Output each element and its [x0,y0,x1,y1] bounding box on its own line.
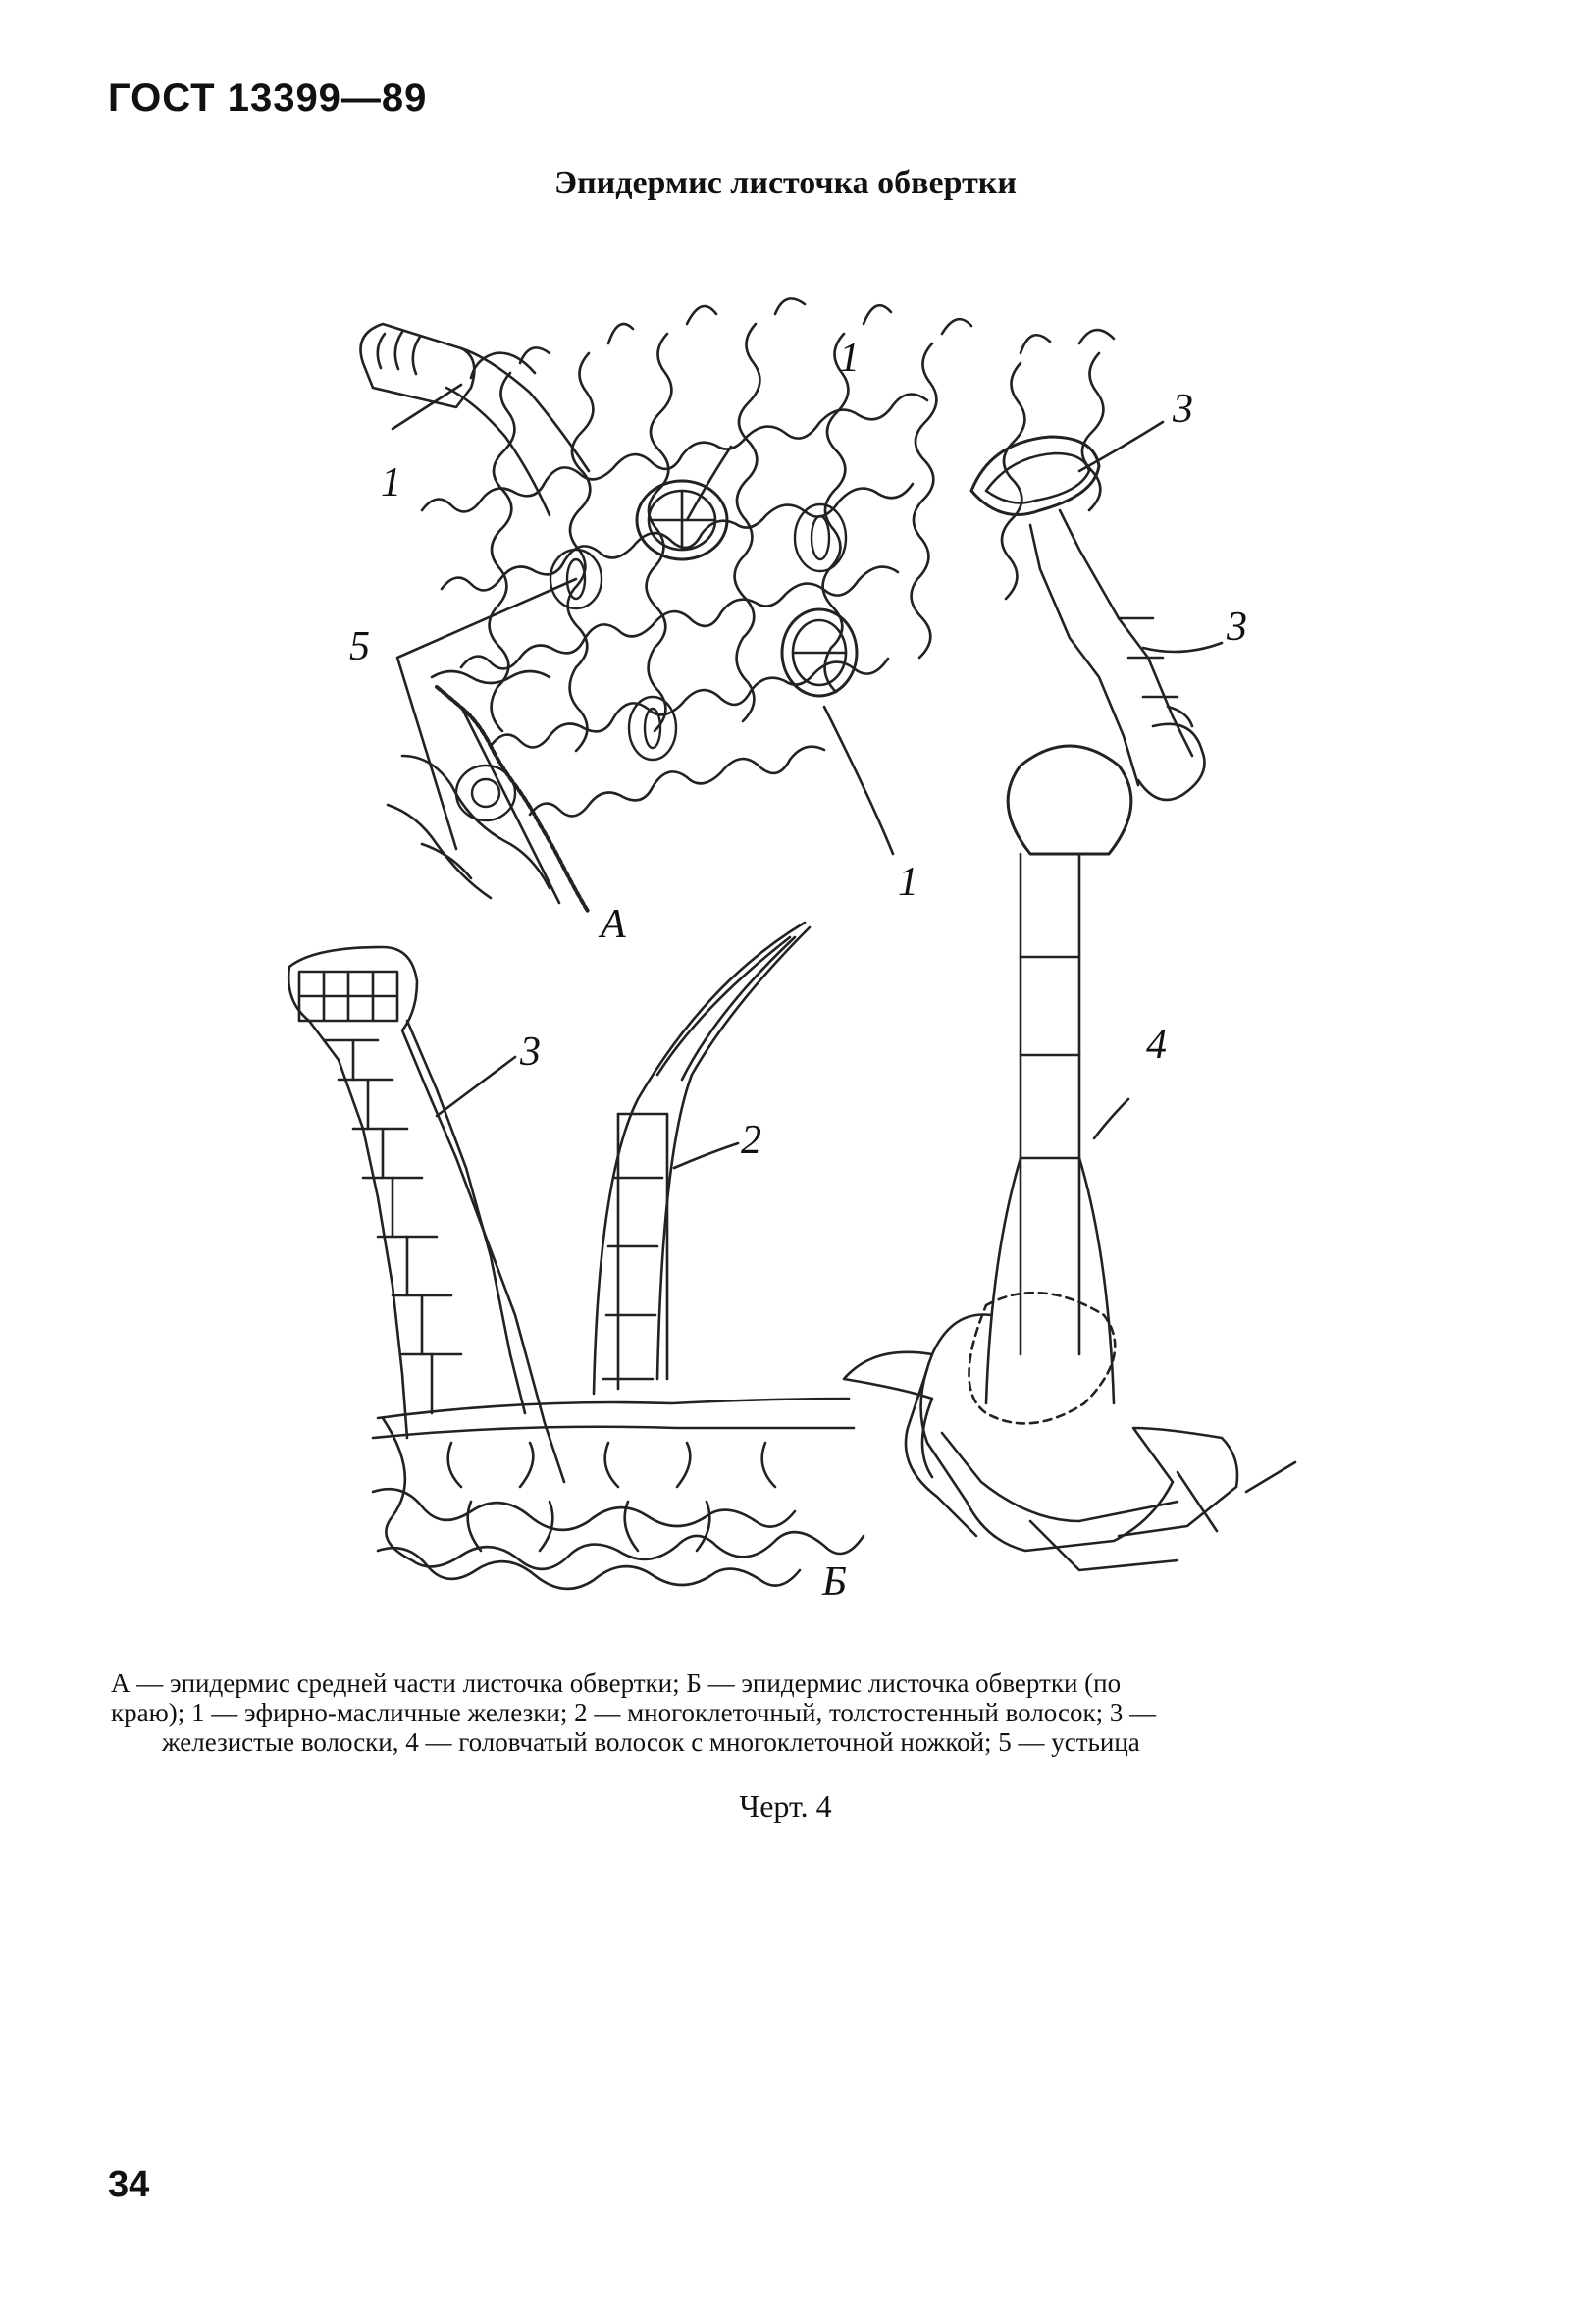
label-1-bottom: 1 [898,860,918,905]
standard-number: ГОСТ 13399—89 [108,77,428,120]
label-5: 5 [349,624,370,669]
panel-b-epidermis [288,923,864,1589]
label-1-top: 1 [839,336,860,381]
label-panel-b: Б [822,1559,847,1605]
figure-title: Эпидермис листочка обвертки [554,165,1017,201]
label-3-right: 3 [1227,605,1247,650]
caption-line-2: краю); 1 — эфирно-масличные железки; 2 — многоклеточный, толстостенный волосок; 3 — [111,1698,1157,1727]
label-3-top: 3 [1173,387,1193,432]
label-4: 4 [1146,1023,1167,1068]
label-2: 2 [741,1118,761,1163]
caption-line-1: А — эпидермис средней части листочка обвертки; Б — эпидермис листочка обвертки (по [111,1668,1122,1698]
page-number: 34 [108,2164,150,2205]
label-1-left: 1 [381,460,401,505]
label-panel-a: А [601,902,626,947]
panel-a-epidermis [361,298,1223,913]
figure-number: Черт. 4 [739,1788,832,1823]
caption-line-3: железистые волоски, 4 — головчатый волосок с многоклеточной ножкой; 5 — устьица [162,1727,1140,1757]
figure-caption [111,1668,1475,1757]
label-3-panel-b: 3 [520,1030,541,1075]
